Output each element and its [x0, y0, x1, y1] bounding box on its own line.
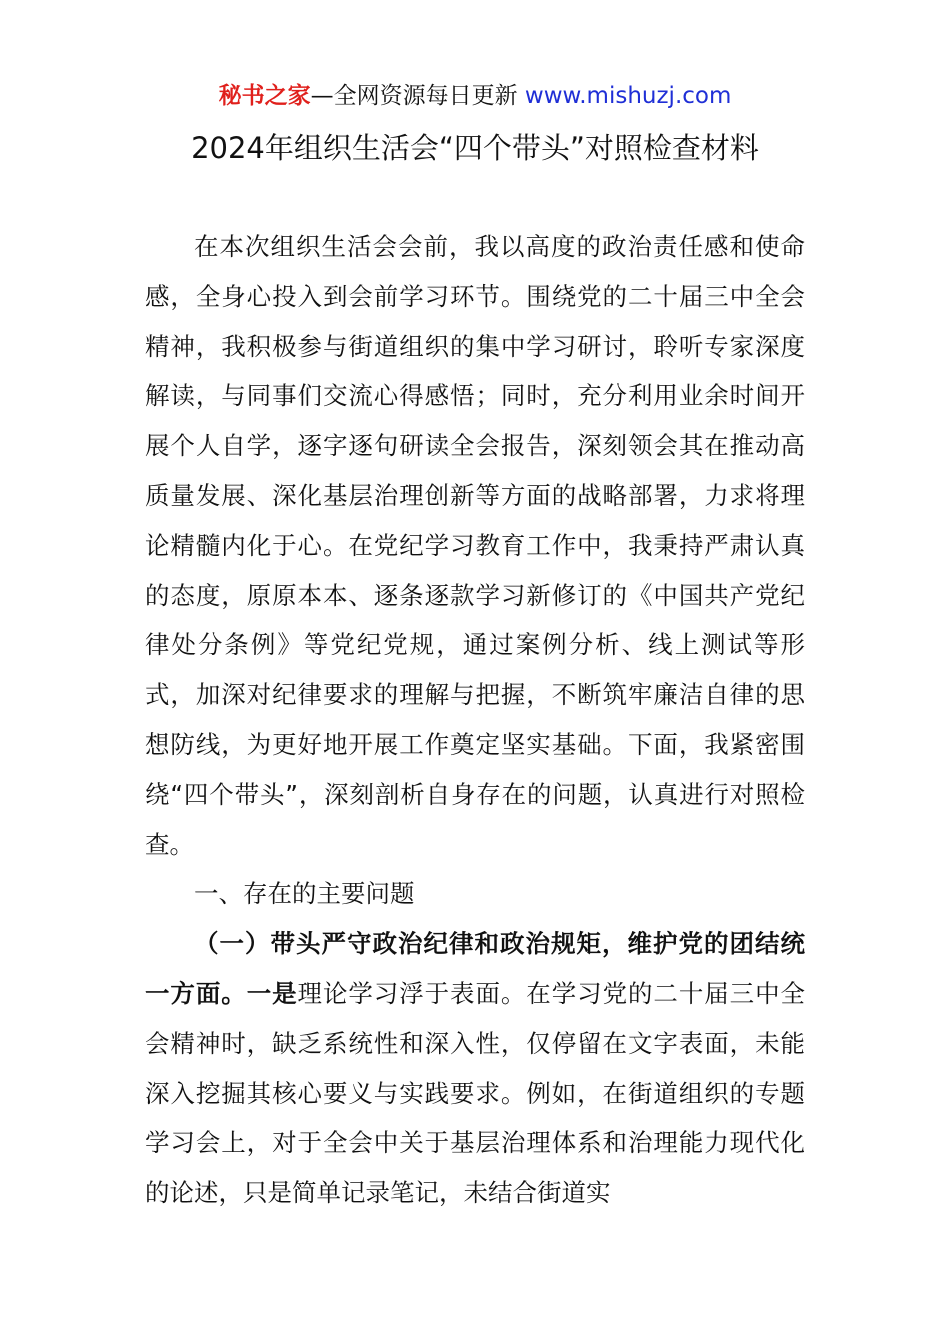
site-banner — [0, 80, 950, 112]
point-label: 一是 — [246, 978, 298, 1008]
point-text: 理论学习浮于表面。在学习党的二十届三中全会精神时，缺乏系统性和深入性，仅停留在文字表面，未能深入挖掘其核心要义与实践要求。例如，在街道组织的专题学习会上，对于全会中关于基层治理体系和治理能力现代化的论述，只是简单记录笔记，未结合街道实 — [145, 978, 806, 1208]
banner-url[interactable]: www.mishuzj.com — [524, 83, 732, 109]
section-heading: 一、存在的主要问题 — [194, 879, 415, 909]
subsection-heading: （一）带头严守政治纪律和政治规矩，维护党的团结统一方面。 — [145, 929, 805, 1008]
document-body — [145, 222, 805, 1218]
banner-brand: 秘书之家 — [218, 83, 311, 109]
banner-slogan: —全网资源每日更新 — [310, 83, 525, 109]
intro-paragraph: 在本次组织生活会会前，我以高度的政治责任感和使命感，全身心投入到会前学习环节。围绕党的二十届三中全会精神，我积极参与街道组织的集中学习研讨，聆听专家深度解读，与同事们交流心得感悟；同时，充分利用业余时间开展个人自学，逐字逐句研读全会报告，深刻领会其在推动高质量发展、深化基层治理创新等方面的战略部署，力求将理论精髓内化于心。在党纪学习教育工作中，我秉持严肃认真的态度，原原本本、逐条逐款学习新修订的《中国共产党纪律处分条例》等党纪党规，通过案例分析、线上测试等形式，加深对纪律要求的理解与把握，不断筑牢廉洁自律的思想防线，为更好地开展工作奠定坚实基础。下面，我紧密围绕“四个带头”，深刻剖析自身存在的问题，认真进行对照检查。 — [145, 232, 805, 859]
document-title: 2024年组织生活会“四个带头”对照检查材料 — [191, 131, 759, 165]
subsection-paragraph — [145, 919, 805, 1218]
